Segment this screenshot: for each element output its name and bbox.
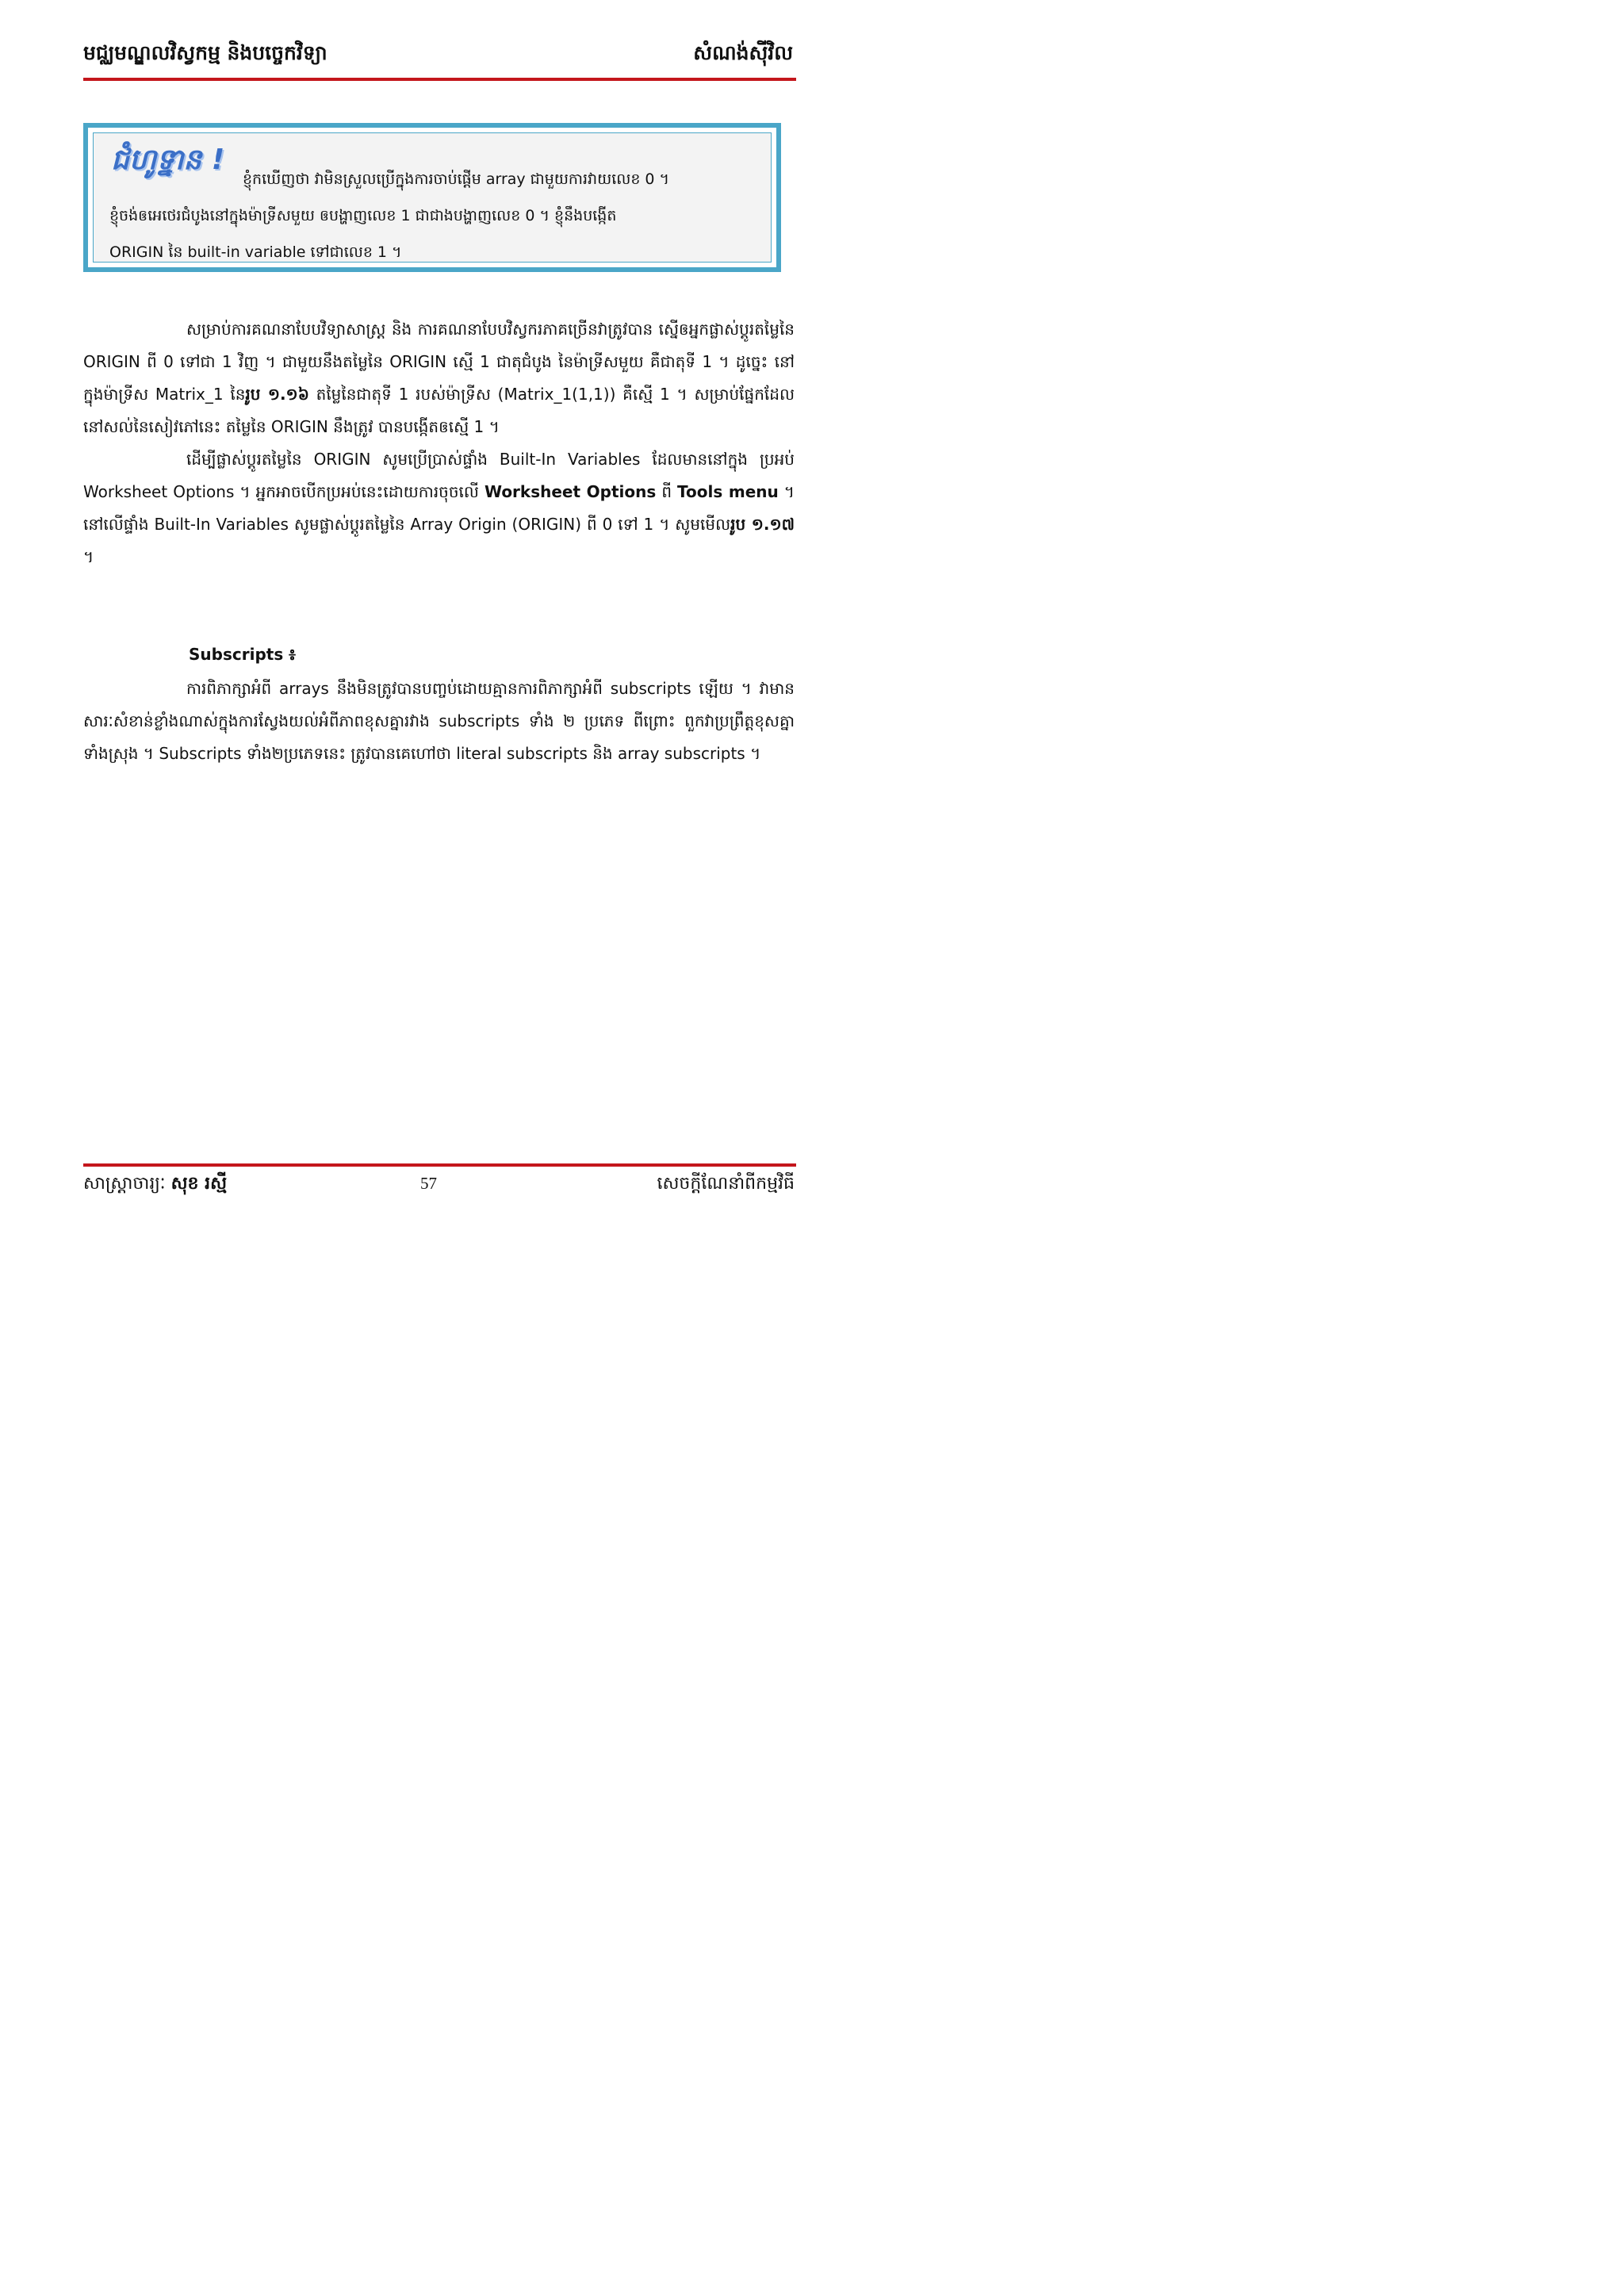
subscripts-paragraph: ការពិភាក្សាអំពី arrays នឹងមិនត្រូវបានបញ្ចប់ដោយគ្មានការពិភាក្សាអំពី subscripts ឡើយ ។ វាមានសារៈសំខាន់ខ្លាំងណាស់ក្នុងការស្វែងយល់អំពីភាពខុសគ្នារវាង subscripts ទាំង ២ ប្រភេទ ពីព្រោះ ពួកវាប្រព្រឹត្តខុសគ្នាទាំងស្រុង ។ Subscripts ទាំង២ប្រភេទនេះ ត្រូវបានគេហៅថា literal subscripts និង array subscripts ។ — [83, 679, 795, 763]
header-rule — [83, 78, 796, 81]
subscripts-section — [83, 673, 795, 770]
paragraph-2-text-d: ។ — [83, 547, 94, 566]
footer-rule — [83, 1163, 796, 1167]
paragraph-1-text-b: តម្លៃនៃជាតុទី 1 របស់ម៉ាទ្រីស (Matrix_1(1,1)) គឺស្មើ 1 ។ សម្រាប់ផ្នែកដែលនៅសល់នៃសៀវភៅនេះ តម្លៃនៃ ORIGIN នឹងត្រូវ បានបង្កើតឲស្មើ 1 ។ — [83, 385, 795, 436]
header-institution: មជ្ឈមណ្ឌលវិស្វកម្ម និងបច្ចេកវិទ្យា — [83, 41, 327, 64]
footer-book-title: សេចក្តីណែនាំពីកម្មវិធី — [657, 1174, 795, 1194]
paragraph-2-text-b: ពី — [656, 482, 678, 501]
page-footer — [83, 1172, 795, 1204]
paragraph-worksheet-options — [83, 443, 795, 573]
tip-title: ជំហូទ្នាន ! — [111, 144, 225, 176]
body-paragraphs — [83, 313, 795, 573]
tip-line-3: ORIGIN នៃ built-in variable ទៅជាលេខ 1 ។ — [109, 243, 402, 261]
tip-box-inner — [93, 132, 772, 263]
author-name: សុខ រស្មី — [170, 1174, 228, 1194]
header-department: សំណង់ស៊ីវិល — [693, 41, 793, 64]
paragraph-2-text-c: ។ នៅលើផ្ទាំង Built-In Variables សូមផ្លាស់ប្តូរតម្លៃនៃ Array Origin (ORIGIN) ពី 0 ទៅ 1 ។ សូមមើល — [83, 482, 795, 534]
paragraph-2-text-a: ដើម្បីផ្លាស់ប្តូរតម្លៃនៃ ORIGIN សូមប្រើប្រាស់ផ្ទាំង Built-In Variables ដែលមាននៅក្នុង ប្រអប់ Worksheet Options ។ អ្នកអាចបើកប្រអប់នេះដោយការចុចលើ — [83, 450, 795, 501]
author-label: សាស្ត្រាចារ្យៈ — [83, 1174, 171, 1194]
page-header — [83, 41, 793, 73]
tip-line-1: ខ្ញុំកឃើញថា វាមិនស្រួលប្រើក្នុងការចាប់ផ្តើម array ជាមួយការវាយលេខ 0 ។ — [243, 171, 670, 188]
figure-ref-1-16: រូប ១.១៦ — [245, 385, 309, 404]
menu-tools: Tools menu — [677, 482, 779, 501]
figure-ref-1-17: រូប ១.១៧ — [730, 515, 795, 534]
menu-worksheet-options: Worksheet Options — [484, 482, 657, 501]
tip-line-2: ខ្ញុំចង់ឲអេថេរជំបូងនៅក្នុងម៉ាទ្រីសមួយ ឲបង្ហាញលេខ 1 ជាជាងបង្ហាញលេខ 0 ។ ខ្ញុំនឹងបង្កើត — [109, 207, 617, 224]
tip-text — [109, 161, 753, 270]
paragraph-1-text-a: សម្រាប់ការគណនាបែបវិទ្យាសាស្ត្រ និង ការគណនាបែបវិស្វករភាគច្រើនវាត្រូវបាន ស្នើឲអ្នកផ្លាស់ប្តូរតម្លៃនៃ ORIGIN ពី 0 ទៅជា 1 វិញ ។ ជាមួយនឹងតម្លៃនៃ ORIGIN ស្មើ 1 ជាតុជំបូង នៃម៉ាទ្រីសមួយ គឺជាតុទី 1 ។ ដូច្នេះ នៅក្នុងម៉ាទ្រីស Matrix_1 នៃ — [83, 320, 795, 404]
tip-box — [83, 123, 781, 272]
subscripts-heading: Subscripts ៖ — [189, 645, 296, 664]
page-number: 57 — [420, 1174, 437, 1193]
paragraph-origin — [83, 313, 795, 443]
footer-author — [83, 1172, 227, 1198]
